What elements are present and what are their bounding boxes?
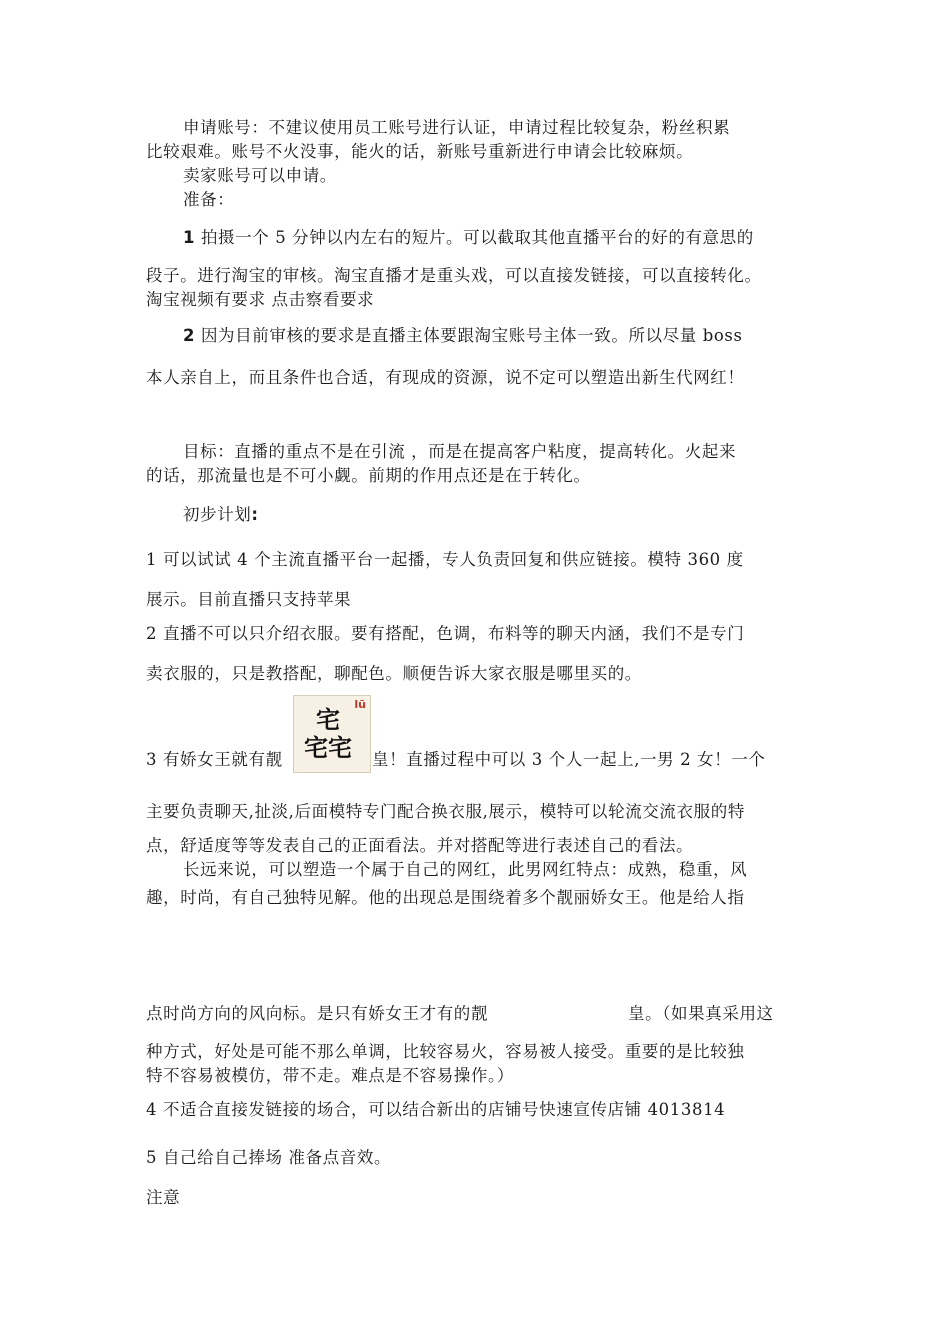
heading-text: 初步计划 xyxy=(183,505,252,524)
paragraph-goal-line2: 的话，那流量也是不可小觑。前期的作用点还是在于转化。 xyxy=(146,466,591,485)
item-text: 因为目前审核的要求是直播主体要跟淘宝账号主体一致。所以尽量 boss xyxy=(200,326,743,345)
item-number: 2 xyxy=(183,326,196,345)
prepare-item-1-line2: 段子。进行淘宝的审核。淘宝直播才是重头戏，可以直接发链接，可以直接转化。 xyxy=(146,266,762,285)
plan-item-2-line2: 卖衣服的，只是教搭配，聊配色。顺便告诉大家衣服是哪里买的。 xyxy=(146,664,642,683)
paragraph-seller-account: 卖家账号可以申请。 xyxy=(183,166,337,185)
paragraph-longterm-line1: 长远来说，可以塑造一个属于自己的网红，此男网红特点：成熟，稳重，风 xyxy=(183,860,748,879)
image-pinyin: lū xyxy=(354,698,366,711)
plan-item-1-line2: 展示。目前直播只支持苹果 xyxy=(146,590,352,609)
paragraph-longterm-line3a: 点时尚方向的风向标。是只有娇女王才有的靓 xyxy=(146,1004,488,1023)
paragraph-apply-line1: 申请账号：不建议使用员工账号进行认证，申请过程比较复杂，粉丝积累 xyxy=(183,118,731,137)
paragraph-goal-line1: 目标：直播的重点不是在引流 ，而是在提高客户粘度，提高转化。火起来 xyxy=(183,442,737,461)
prepare-item-2-line2: 本人亲自上，而且条件也合适，有现成的资源，说不定可以塑造出新生代网红！ xyxy=(146,368,745,387)
paragraph-apply-line2: 比较艰难。账号不火没事，能火的话，新账号重新进行申请会比较麻烦。 xyxy=(146,142,694,161)
plan-item-3-line3: 点，舒适度等等发表自己的正面看法。并对搭配等进行表述自己的看法。 xyxy=(146,836,694,855)
heading-initial-plan xyxy=(183,503,259,527)
plan-item-3-line1b: 皇！直播过程中可以 3 个人一起上,一男 2 女！一个 xyxy=(372,750,766,769)
plan-item-5: 5 自己给自己捧场 准备点音效。 xyxy=(146,1148,392,1167)
paragraph-longterm-line5: 特不容易被模仿，带不走。难点是不容易操作。） xyxy=(146,1066,514,1085)
inline-character-image xyxy=(293,695,371,773)
plan-item-3-line2: 主要负责聊天,扯淡,后面模特专门配合换衣服,展示，模特可以轮流交流衣服的特 xyxy=(146,802,745,821)
plan-item-3-line1a: 3 有娇女王就有靓 xyxy=(146,750,283,769)
plan-item-4: 4 不适合直接发链接的场合，可以结合新出的店铺号快速宣传店铺 4013814 xyxy=(146,1100,726,1119)
heading-colon: : xyxy=(251,505,259,524)
prepare-item-2-line1 xyxy=(183,324,743,348)
paragraph-longterm-line4: 种方式，好处是可能不那么单调，比较容易火，容易被人接受。重要的是比较独 xyxy=(146,1042,745,1061)
prepare-item-1-line3: 淘宝视频有要求 点击察看要求 xyxy=(146,290,375,309)
paragraph-longterm-line2: 趣，时尚，有自己独特见解。他的出现总是围绕着多个靓丽娇女王。他是给人指 xyxy=(146,888,745,907)
paragraph-longterm-line3b: 皇。（如果真采用这 xyxy=(628,1004,774,1023)
image-char-top: 宅 xyxy=(316,706,340,734)
plan-item-1-line1: 1 可以试试 4 个主流直播平台一起播，专人负责回复和供应链接。模特 360 度 xyxy=(146,550,744,569)
heading-notes: 注意 xyxy=(146,1188,181,1207)
heading-prepare: 准备： xyxy=(183,190,235,209)
image-char-bottom: 宅宅 xyxy=(304,734,352,762)
prepare-item-1-line1 xyxy=(183,226,754,250)
plan-item-2-line1: 2 直播不可以只介绍衣服。要有搭配，色调，布料等的聊天内涵，我们不是专门 xyxy=(146,624,745,643)
item-text: 拍摄一个 5 分钟以内左右的短片。可以截取其他直播平台的好的有意思的 xyxy=(200,228,754,247)
item-number: 1 xyxy=(183,228,196,247)
